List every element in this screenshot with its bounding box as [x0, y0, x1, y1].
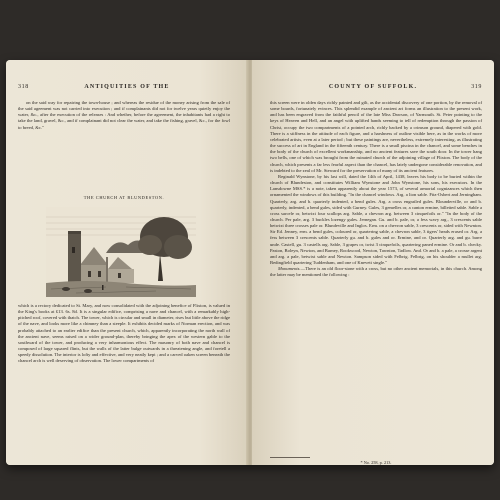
- right-text-block: [270, 100, 482, 279]
- illustration-caption: THE CHURCH AT BLUNDESTON.: [83, 195, 165, 200]
- left-top-paragraph: on the said way for repairing the town-house ; and whereas the residue of the money arising from the sale of the said ageement was not carried into execution ; and if complainants did not for twelve years quietly enjoy the water, &c., after the execution of the releases : And whether, before the agreement, the inhabitants had a right to take the land, gravel, &c., and if complainant did not clear the water, and take the fishing, gravel, &c., for the fowl to breed, &c.": [18, 100, 230, 130]
- left-page-header: [18, 84, 236, 94]
- right-running-title: COUNTY OF SUFFOLK.: [328, 84, 418, 90]
- right-paragraph-3: [270, 266, 482, 278]
- right-page: [252, 60, 494, 465]
- monuments-heading: Monuments.: [278, 266, 301, 272]
- left-bottom-paragraph: which is a rectory dedicated to St. Mary, and now consolidated with the adjoining benefice of Flixton, is valued in the King's books at £13. 6s. 8d. It is a singular edifice, comprising a nave and chancel, with a remarkably high-pitched roof, covered with thatch. The tower, which is circular and small in diameter, rises but little above the ridge of the nave, and looks more like a chimney than a steeple. It exhibits decided marks of Norman erection, and was probably attached to an earlier edifice than the present church, which, apparently incorporating the north wall of the ancient nave, seems raised on a wider ground-plan, thereby bringing the apex of the western gable to the southward of the tower, and producing a very inharmonious effect. The masonry of both nave and chancel is composed of large squared flints, but the walls of the latter bulge outwards in a threatening angle, and foretell a speedy dissolution. The interior is lofty and effective, and very neatly kept ; and a carved oaken screen beneath the chancel arch is well deserving of observation. The lower compartments of: [18, 303, 230, 364]
- open-book: [6, 60, 494, 465]
- left-page: [6, 60, 248, 465]
- right-page-number: 319: [471, 84, 482, 90]
- right-paragraph-3-text: —There is an old floor-stone with a cross, but no other ancient memorials, in this church. Among the latter may be mentioned the following :: [270, 266, 482, 278]
- footnote-rule: [270, 457, 310, 458]
- left-bottom-paragraph-block: [18, 303, 230, 365]
- left-page-number: 318: [18, 84, 29, 90]
- left-running-title: ANTIQUITIES OF THE: [84, 84, 170, 90]
- right-paragraph-2: Reginald Wynstone, by his last will, dated the 14th of April, 1438, leaves his body to be buried within the church of Blundeston, and constitutes William Wynstone and John Wynstone, his sons, his executors. In the Lansdowne MSS.* is a note, taken apparently about the year 1573, of several armorial cognizances which then ornamented the windows of this building. "In the chancel windows. Arg. a lion sable. Fitz-Osbert and Jerningham. Quarterly, arg. and b. quarterly indented, a bend gules. Arg. a cross engrailed gules. Blounderville, or and b. quarterly, indented, a bend gules, sided with Gurney. Gules, 3 gemelles or, a canton ermine, billetted sable. Sable a cross sarcele or, betwixt four scallops arg. Sable, a chevron arg. between 3 cinquefoils or." "In the body of the church. Per pale, arg. 3 buckles lozengy gules. Jernegan. Gu. and b. pale, or, a fess wavy arg., 3 crescents sable betwixt three crosses pale or. Blundeville and Inglos. Erm. on a chevron sable, 3 crescents or, sided with Newnton. Sir Ed. Jenney, erm. a bend gules, coloured or, quartering sable, a chevron sable, 3 tigers' heads erased or. Arg. a fess between 3 crescents sable. Quarterly gu. and b. gules and or. Ermine, and or. Quarterly arg. and gu. barre unde. Castell, gu. 3 castells arg. Sable, 3 grapes or, twist 3 cinquefoils, quartering paned ermine. Or and b. checky. Paston, Boleyn, Newton, and Barney, Rookwood, Newton, Tawnton, Tadlow. And. Or and b. a pale, a crosse argent and arg. a pale, betwixt sable and Newton. Sampson sided with Felbrig. Felbrig, on his shoulder a mullet arg. Bedingfield quartering Tuddenham, and one of Knevett single.": [270, 173, 482, 266]
- footnote: * No. 258, p. 213.: [360, 460, 392, 465]
- left-top-paragraph-block: [18, 100, 230, 131]
- church-engraving: [46, 207, 196, 297]
- right-page-header: [264, 84, 482, 94]
- right-paragraph-1: this screen were in olden days richly painted and gilt, as the accidental discovery of one portion, by the removal of some boards, fortunately evinces. This splendid example of ancient art forms an illustration to the present work, and has been engraved from the faithful pencil of the late Miss Dawson, of Yarmouth. St. Peter pointing to the keys of Heaven and Hell, and an angel with uplifted hands seeming to tell of redemption through the passion of Christ, occupy the two compartments of a pointed arch, richly backed by a crimson ground, diapered with gold. There is a stiffness in the attitude of each figure, and a harshness of outline visible here, as in the works of more celebrated artists, even at a later period ; but these paintings are, nevertheless, extremely interesting, as illustrating the success of art in England in the fifteenth century. There is a small piscina in the chancel, and some benches in the body of the church of excellent workmanship, and no ancient features save the south door. In the tower hang two bells, one of which was brought from the ruinated church of the adjoining village of Flixton. The body of the church, which presents a far less fearful aspect than the chancel, has lately undergone considerable renovation, and is indebted to the zeal of Mr. Steward for the preservation of many of its ancient features.: [270, 100, 482, 173]
